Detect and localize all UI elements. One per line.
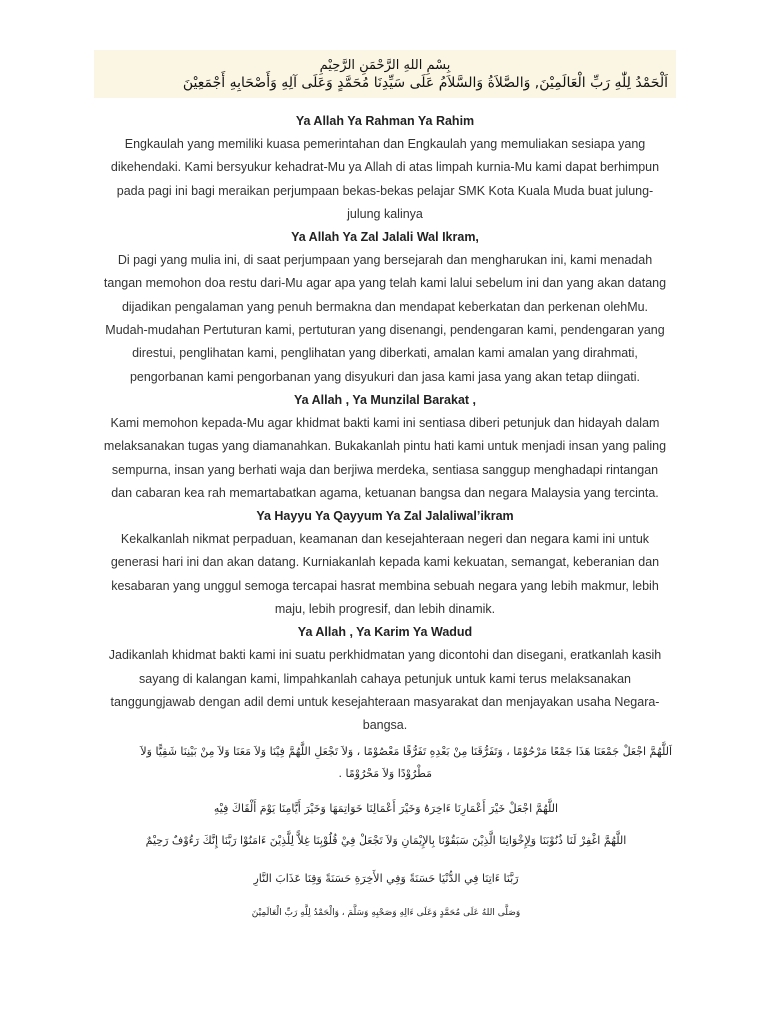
paragraph-line: sayang di kalangan kami, limpahkanlah cahaya petunjuk untuk kami terus melaksanakan	[139, 671, 631, 686]
paragraph-line: tangan memohon doa restu dari-Mu agar apa yang telah kami lalui sebelum ini dan yang akan datang	[103, 276, 667, 291]
arabic-dua-line: اَللَّهُمَّ اجْعَلْ جَمْعَنَا هَذَا جَمْعًا مَرْحُوْمًا ، وَتَفَرُّقَنَا مِنْ بَعْدِهِ تَفَرُّقًا مَعْصُوْمًا ، وَلاَ تَجْعَلِ اللَّهُمَّ فِيْنَا وَلاَ مَعَنَا وَلاَ مِنْ بَيْنِنَا شَقِيًّا وَلاَ	[140, 745, 672, 758]
section-5	[94, 621, 676, 737]
section-paragraph	[94, 412, 676, 505]
arabic-dua-2	[100, 798, 672, 820]
section-4	[94, 505, 676, 621]
section-2	[94, 226, 676, 389]
paragraph-line: generasi hari ini dan akan datang. Kurniakanlah kepada kami kekuatan, semangat, keberanian dan	[110, 555, 660, 570]
section-heading: Ya Allah Ya Rahman Ya Rahim	[295, 114, 475, 128]
paragraph-line: Kekalkanlah nikmat perpaduan, keamanan dan kesejahteraan negeri dan negara kami ini untuk	[120, 532, 650, 547]
arabic-dua-3	[100, 830, 672, 852]
section-paragraph	[94, 644, 676, 737]
arabic-dua-line: اللَّهُمَّ اغْفِرْ لَنَا ذُنُوْبَنَا وَلِإِخْوَانِنَا الَّذِيْنَ سَبَقُوْنَا بِالإِيْمَانِ وَلاَ تَجْعَلْ فِيْ قُلُوْبِنَا غِلاًّ لِلَّذِيْنَ ءَامَنُوْا رَبَّنَا إِنَّكَ رَءُوْفٌ رَحِيْمٌ	[145, 834, 627, 847]
section-heading: Ya Allah , Ya Munzilal Barakat ,	[293, 392, 477, 407]
arabic-dua-line: وَصَلَّى اللهُ عَلَى مُحَمَّدٍ وَعَلَى ءَالِهِ وَصَحْبِهِ وَسَلَّمَ ، وَالْحَمْدُ لِلَّهِ رَبِّ الْعَالَمِيْنَ	[251, 908, 521, 918]
paragraph-line: dikehendaki. Kami bersyukur kehadrat-Mu ya Allah di atas limpah kurnia-Mu kami dapat berhimpun	[110, 160, 660, 175]
hamd-text: اَلْحَمْدُ لِلّٰهِ رَبِّ الْعَالَمِيْنَ, وَالصَّلاَةُ وَالسَّلاَمُ عَلَى سَيِّدِنَا مُحَمَّدٍ وَعَلَى آلِهِ وَأَصْحَابِهِ أَجْمَعِيْنَ	[182, 75, 668, 91]
paragraph-line: pengorbanan kami pengorbanan yang disyukuri dan jasa kami jasa yang akan tetap diingati.	[129, 369, 641, 384]
section-3	[94, 389, 676, 505]
paragraph-line: dijadikan pengalaman yang penuh bermakna dan mendapat keberkatan dan perkenan olehMu.	[121, 299, 649, 314]
arabic-header	[94, 50, 676, 98]
paragraph-line: dan cabaran kea rah memartabatkan agama, ketuanan bangsa dan negara Malaysia yang tercinta.	[111, 485, 659, 500]
document-page	[94, 50, 676, 738]
paragraph-line: Di pagi yang mulia ini, di saat perjumpaan yang bersejarah dan mengharukan ini, kami menadah	[117, 253, 653, 268]
paragraph-line: tanggungjawab dengan adil demi untuk kesejahteraan masyarakat dan menjayakan usaha Negara-	[110, 694, 660, 709]
section-paragraph	[94, 133, 676, 226]
section-heading: Ya Allah Ya Zal Jalali Wal Ikram,	[291, 230, 479, 245]
paragraph-line: Kami memohon kepada-Mu agar khidmat bakti kami ini sentiasa diberi petunjuk dan hidayah dalam	[110, 415, 660, 430]
section-heading: Ya Hayyu Ya Qayyum Ya Zal Jalaliwal’ikram	[256, 509, 514, 524]
section-heading: Ya Allah , Ya Karim Ya Wadud	[297, 625, 473, 640]
paragraph-line: julung kalinya	[347, 206, 423, 221]
paragraph-line: Engkaulah yang memiliki kuasa pemerintahan dan Engkaulah yang memuliakan sesiapa yang	[124, 137, 646, 151]
paragraph-line: melaksanakan tugas yang diamanahkan. Bukakanlah pintu hati kami untuk menjadi insan yang paling	[103, 439, 667, 454]
paragraph-line: kesabaran yang unggul semoga tercapai hasrat membina sebuah negara yang lebih makmur, lebih	[111, 578, 659, 593]
paragraph-line: sempurna, insan yang berhati waja dan berjiwa merdeka, sentiasa sanggup menghadapi rintangan	[111, 462, 659, 477]
arabic-dua-line: مَطْرُوْدًا وَلاَ مَحْرُوْمًا .	[338, 767, 432, 780]
paragraph-line: maju, lebih progresif, dan lebih dinamik.	[274, 602, 496, 617]
arabic-dua-line: رَبَّنَا ءَاتِنَا فِي الدُّنْيَا حَسَنَةً وَفِي الأَخِرَةِ حَسَنَةً وَقِنَا عَذَابَ النَّارِ	[253, 872, 519, 885]
section-paragraph	[94, 528, 676, 621]
section-1	[94, 110, 676, 226]
basmala-text: بِسْمِ اللهِ الرَّحْمَنِ الرَّحِيْمِ	[319, 58, 451, 73]
arabic-dua-1	[100, 741, 672, 785]
paragraph-line: Jadikanlah khidmat bakti kami ini suatu perkhidmatan yang dicontohi dan disegani, eratkanlah kasih	[108, 648, 662, 663]
paragraph-line: Mudah-mudahan Pertuturan kami, pertuturan yang disenangi, pendengaran kami, pendengaran yang	[105, 323, 665, 338]
paragraph-line: direstui, penglihatan kami, penglihatan yang diberkati, amalan kami amalan yang dirahmati,	[132, 346, 638, 361]
paragraph-line: pada pagi ini bagi meraikan perjumpaan bekas-bekas pelajar SMK Kota Kuala Muda buat julung-	[116, 183, 654, 198]
arabic-dua-4	[100, 868, 672, 890]
section-paragraph	[94, 249, 676, 389]
arabic-dua-line: اللَّهُمَّ اجْعَلْ خَيْرَ أَعْمَارِنَا ءَاخِرَهُ وَخَيْرَ أَعْمَالِنَا خَوَاتِمَهَا وَخَيْرَ أَيَّامِنَا يَوْمَ أَلْقَاكَ فِيْهِ	[213, 802, 559, 815]
paragraph-line: bangsa.	[362, 718, 408, 733]
arabic-closing	[100, 904, 672, 922]
